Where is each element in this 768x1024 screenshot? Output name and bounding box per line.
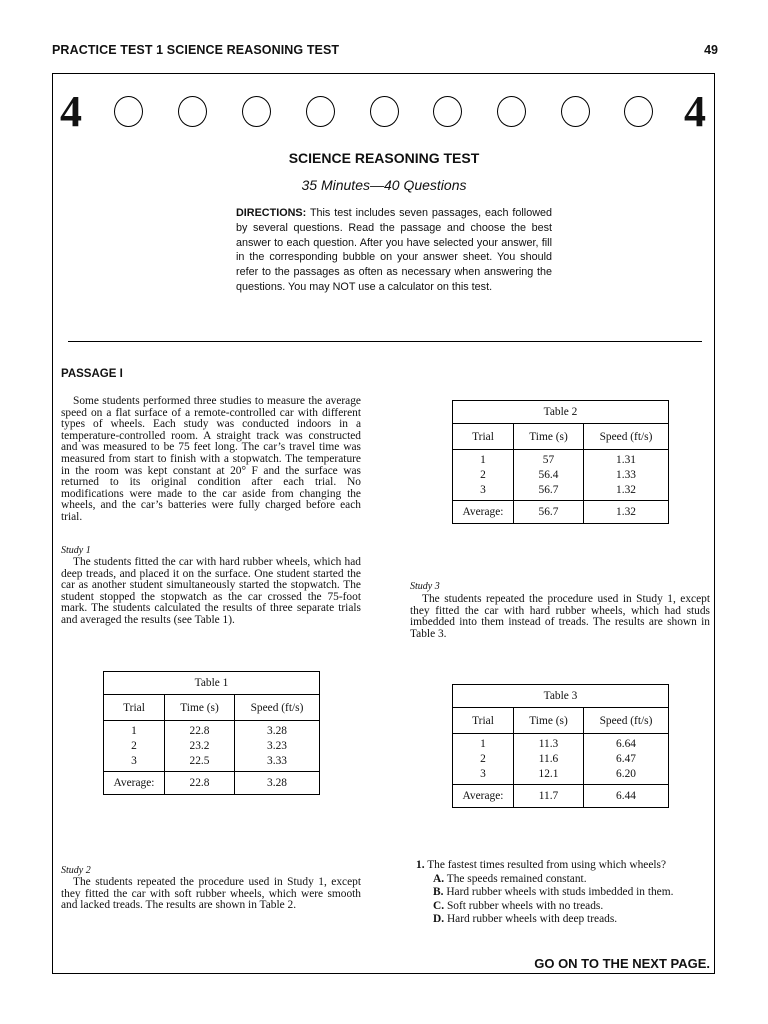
study-3-label: Study 3 <box>410 581 440 592</box>
study-1-text: The students fitted the car with hard rubber wheels, which had deep treads, and placed it on the surface. One student started the car as another student simultaneously started the stopwatch. The student stopped the stopwatch as the car crossed the 75-foot mark. The students calculated the results of three separate trials and averaged the results (see Table 1). <box>61 556 361 626</box>
speed-cell: 3.28 3.23 3.33 <box>235 721 320 772</box>
average-speed: 3.28 <box>235 772 320 795</box>
average-speed: 1.32 <box>584 501 669 524</box>
study-2-text: The students repeated the procedure used in Study 1, except they fitted the car with soft rubber wheels, which were smooth and lacked treads. The results are shown in Table 2. <box>61 876 361 912</box>
directions-label: DIRECTIONS: <box>236 207 307 219</box>
table-row <box>104 721 320 772</box>
column-header: Trial <box>104 695 165 721</box>
answer-option-d[interactable]: D. Hard rubber wheels with deep treads. <box>433 913 618 926</box>
data-table-1 <box>103 671 320 795</box>
average-time: 22.8 <box>165 772 235 795</box>
study-2-label: Study 2 <box>61 865 91 876</box>
column-header: Trial <box>453 708 514 734</box>
speed-cell: 6.64 6.47 6.20 <box>584 734 669 785</box>
time-cell: 11.3 11.6 12.1 <box>514 734 584 785</box>
column-header: Speed (ft/s) <box>584 424 669 450</box>
answer-option-a[interactable]: A. The speeds remained constant. <box>433 872 587 885</box>
table-caption: Table 1 <box>104 672 320 695</box>
answer-option-b[interactable]: B. Hard rubber wheels with studs imbedded in them. <box>433 886 674 899</box>
page-header-title: PRACTICE TEST 1 SCIENCE REASONING TEST <box>52 43 340 57</box>
next-page-notice: GO ON TO THE NEXT PAGE. <box>534 956 710 971</box>
directions-text: This test includes seven passages, each followed by several questions. Read the passage and choose the best answer to each question. After you have selected your answer, fill in the corresponding bubble on your answer sheet. You should refer to the passages as often as necessary when answering the questions. You may NOT use a calculator on this test. <box>236 207 553 293</box>
passage-intro: Some students performed three studies to measure the average speed on a flat surface of a remote-controlled car with different types of wheels. Each study was conducted indoors in a temperature-controlled room. A straight track was constructed and was measured to be 75 feet long. The car’s travel time was measured from start to finish with a stopwatch. The temperature in the room was kept constant at 20° F and the surface was returned to its original condition after each trial. No modifications were made to the car aside from changing the wheels, and the car’s batteries were fully charged before each trial. <box>61 395 361 523</box>
average-row <box>104 772 320 795</box>
column-header: Trial <box>453 424 514 450</box>
table-caption: Table 3 <box>453 685 669 708</box>
question-stem: The fastest times resulted from using which wheels? <box>427 859 667 871</box>
average-label: Average: <box>104 772 165 795</box>
column-header: Time (s) <box>514 424 584 450</box>
data-table-2 <box>452 400 669 524</box>
column-header: Speed (ft/s) <box>235 695 320 721</box>
average-time: 11.7 <box>514 785 584 808</box>
average-speed: 6.44 <box>584 785 669 808</box>
table-row <box>453 450 669 501</box>
average-row <box>453 785 669 808</box>
decorative-bubble <box>370 96 399 127</box>
page-number: 49 <box>704 43 718 57</box>
directions <box>236 206 552 295</box>
decorative-bubble <box>114 96 143 127</box>
question-number: 1. <box>416 859 425 871</box>
average-time: 56.7 <box>514 501 584 524</box>
study-3-text: The students repeated the procedure used in Study 1, except they fitted the car with hard rubber wheels, which had studs imbedded into them instead of treads. The results are shown in Table 3. <box>410 593 710 640</box>
section-number-left: 4 <box>60 87 82 136</box>
average-label: Average: <box>453 785 514 808</box>
decorative-bubble <box>242 96 271 127</box>
decorative-bubble <box>433 96 462 127</box>
question-1 <box>416 859 716 927</box>
column-header: Time (s) <box>514 708 584 734</box>
trial-cell: 1 2 3 <box>453 450 514 501</box>
decorative-bubble <box>306 96 335 127</box>
decorative-bubble <box>178 96 207 127</box>
test-title: SCIENCE REASONING TEST <box>288 150 480 166</box>
table-caption: Table 2 <box>453 401 669 424</box>
trial-cell: 1 2 3 <box>104 721 165 772</box>
answer-option-c[interactable]: C. Soft rubber wheels with no treads. <box>433 899 604 912</box>
table-row <box>453 734 669 785</box>
decorative-bubble <box>561 96 590 127</box>
time-cell: 57 56.4 56.7 <box>514 450 584 501</box>
speed-cell: 1.31 1.33 1.32 <box>584 450 669 501</box>
study-1-label: Study 1 <box>61 545 91 556</box>
passage-heading: PASSAGE I <box>61 368 123 380</box>
data-table-3 <box>452 684 669 808</box>
column-header: Speed (ft/s) <box>584 708 669 734</box>
decorative-bubble <box>624 96 653 127</box>
trial-cell: 1 2 3 <box>453 734 514 785</box>
time-cell: 22.8 23.2 22.5 <box>165 721 235 772</box>
section-divider <box>68 341 702 342</box>
test-subtitle: 35 Minutes—40 Questions <box>301 177 467 193</box>
decorative-bubble <box>497 96 526 127</box>
column-header: Time (s) <box>165 695 235 721</box>
section-number-right: 4 <box>684 87 706 136</box>
average-label: Average: <box>453 501 514 524</box>
average-row <box>453 501 669 524</box>
